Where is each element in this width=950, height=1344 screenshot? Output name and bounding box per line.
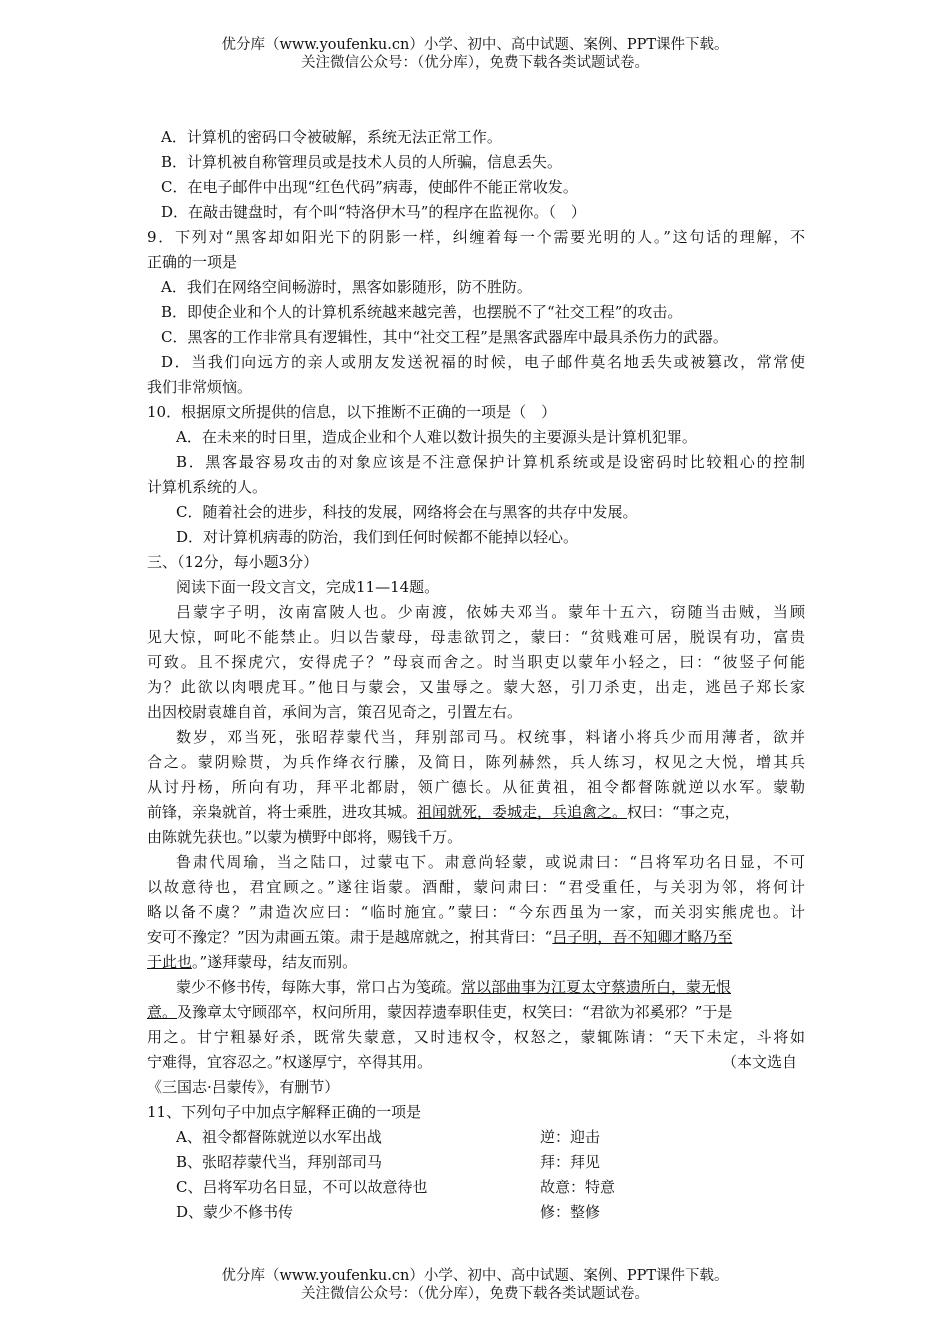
q8-option-c: C．在电子邮件中出现“红色代码”病毒，使邮件不能正常收发。 (161, 178, 578, 196)
q9-stem: 9．下列对“黑客却如阳光下的阴影一样，纠缠着每一个需要光明的人。”这句话的理解，不 (147, 228, 805, 246)
q11-stem: 11、下列句子中加点字解释正确的一项是 (147, 1103, 422, 1121)
passage-p3-line: 略以备不虞？”肃造次应曰：“临时施宜。”蒙曰：“今东西虽为一家，而关羽实熊虎也。计 (147, 903, 805, 921)
passage-p2-line: 由陈就先获也。”以蒙为横野中郎将，赐钱千万。 (147, 828, 463, 846)
passage-p3-line: 鲁肃代周瑜，当之陆口，过蒙屯下。肃意尚轻蒙，或说肃曰：“吕将军功名日显，不可 (176, 853, 805, 871)
section-intro: 阅读下面一段文言文，完成11—14题。 (176, 578, 440, 596)
passage-p4-line: 用之。甘宁粗暴好杀，既常失蒙意，又时违权令，权怒之，蒙辄陈请：“天下未定，斗将如 (147, 1028, 805, 1046)
underlined-sentence: 祖闻就死，委城走，兵追禽之。 (417, 803, 628, 821)
passage-text: 前锋，亲枭就首，将士乘胜，进攻其城。 (147, 803, 418, 821)
passage-source-cont: 《三国志·吕蒙传》，有删节） (147, 1078, 340, 1096)
q8-option-a: A．计算机的密码口令被破解，系统无法正常工作。 (161, 128, 502, 146)
q11-option-a-gloss: 逆：迎击 (540, 1128, 601, 1146)
passage-text: 蒙少不修书传，每陈大事，常口占为笺疏。 (176, 978, 462, 996)
passage-p2-line (147, 802, 740, 822)
passage-p1-line: 为？此欲以肉喂虎耳。”他日与蒙会，又蚩辱之。蒙大怒，引刀杀吏，出走，逃邑子郑长家 (147, 678, 805, 696)
q9-option-d-cont: 我们非常烦恼。 (147, 378, 253, 396)
passage-text: 安可不豫定？”因为肃画五策。肃于是越席就之，拊其背曰：“ (147, 928, 553, 946)
page-header (0, 36, 950, 72)
q8-option-d: D．在敲击键盘时，有个叫“特洛伊木马”的程序在监视你。（ ） (161, 203, 586, 221)
passage-text: 权曰：“事之克， (627, 803, 740, 821)
underlined-sentence: 于此也 (147, 953, 193, 971)
passage-p2-line: 合之。蒙阴赊贳，为兵作绛衣行縢，及简日，陈列赫然，兵人练习，权见之大悦，增其兵 (147, 753, 805, 771)
underlined-sentence: 意。 (147, 1003, 178, 1021)
q10-option-c: C．随着社会的进步，科技的发展，网络将会在与黑客的共存中发展。 (176, 503, 638, 521)
passage-p4-line: 宁难得，宜容忍之。”权遂厚宁，卒得其用。 (147, 1053, 433, 1071)
footer-line-2: 关注微信公众号：（优分库），免费下载各类试题试卷。 (301, 1286, 649, 1302)
q10-option-a: A．在未来的时日里，造成企业和个人难以数计损失的主要源头是计算机犯罪。 (176, 428, 697, 446)
q11-option-b: B、张昭荐蒙代当，拜别部司马 (176, 1153, 383, 1171)
q11-option-d: D、蒙少不修书传 (176, 1203, 294, 1221)
passage-p1-line: 出因校尉袁雄自首，承间为言，策召见奇之，引置左右。 (147, 703, 523, 721)
passage-p4-line (147, 1002, 732, 1022)
q10-stem: 10．根据原文所提供的信息，以下推断不正确的一项是（ ） (147, 403, 557, 421)
page-footer (0, 1267, 950, 1303)
q11-option-a: A、祖令都督陈就逆以水军出战 (176, 1128, 382, 1146)
q8-option-b: B．计算机被自称管理员或是技术人员的人所骗，信息丢失。 (161, 153, 563, 171)
passage-p1-line: 见大惊，呵叱不能禁止。归以告蒙母，母恚欲罚之，蒙曰：“贫贱难可居，脱误有功，富贵 (147, 628, 805, 646)
passage-p3-line (147, 927, 732, 947)
passage-source: （本文选自 (722, 1053, 798, 1071)
passage-text: 。”遂拜蒙母，结友而别。 (192, 953, 358, 971)
header-line-2: 关注微信公众号：（优分库），免费下载各类试题试卷。 (301, 55, 649, 71)
passage-p1-line: 吕蒙字子明，汝南富陂人也。少南渡，依姊夫邓当。蒙年十五六，窃随当击贼，当顾 (176, 603, 805, 621)
q11-option-c-gloss: 故意：特意 (540, 1178, 616, 1196)
underlined-sentence: 常以部曲事为江夏太守蔡遗所白，蒙无恨 (461, 978, 732, 996)
underlined-sentence: 吕子明，吾不知卿才略乃至 (552, 928, 733, 946)
q9-stem-cont: 正确的一项是 (147, 253, 238, 271)
passage-p2-line: 数岁，邓当死，张昭荐蒙代当，拜别部司马。权统事，料诸小将兵少而用薄者，欲并 (176, 728, 805, 746)
passage-p2-line: 从讨丹杨，所向有功，拜平北都尉，领广德长。从征黄祖，祖令都督陈就逆以水军。蒙勒 (147, 778, 805, 796)
passage-p3-line (147, 952, 357, 972)
passage-p4-line (176, 977, 731, 997)
q11-option-b-gloss: 拜：拜见 (540, 1153, 601, 1171)
q10-option-b: B．黑客最容易攻击的对象应该是不注意保护计算机系统或是设密码时比较粗心的控制 (176, 453, 805, 471)
q9-option-a: A．我们在网络空间畅游时，黑客如影随形，防不胜防。 (161, 278, 532, 296)
passage-p1-line: 可致。且不探虎穴，安得虎子？”母哀而舍之。时当职吏以蒙年小轻之，曰：“彼竖子何能 (147, 653, 805, 671)
q10-option-d: D．对计算机病毒的防治，我们到任何时候都不能掉以轻心。 (176, 528, 579, 546)
q9-option-d: D．当我们向远方的亲人或朋友发送祝福的时候，电子邮件莫名地丢失或被篡改，常常使 (161, 353, 805, 371)
passage-text: 及豫章太守顾邵卒，权问所用，蒙因荐遗奉职佳吏，权笑曰：“君欲为祁奚邪？”于是 (177, 1003, 733, 1021)
q10-option-b-cont: 计算机系统的人。 (147, 478, 268, 496)
q9-option-c: C．黑客的工作非常具有逻辑性，其中“社交工程”是黑客武器库中最具杀伤力的武器。 (161, 328, 728, 346)
q11-option-c: C、吕将军功名日显，不可以故意待也 (176, 1178, 428, 1196)
q11-option-d-gloss: 修：整修 (540, 1203, 601, 1221)
section-title: 三、（12分，每小题3分） (147, 553, 319, 571)
passage-p3-line: 以故意待也，君宜顾之。”遂往诣蒙。酒酣，蒙问肃曰：“君受重任，与关羽为邻，将何计 (147, 878, 805, 896)
footer-line-1: 优分库（www.youfenku.cn）小学、初中、高中试题、案例、PPT课件下载。 (221, 1268, 729, 1284)
header-line-1: 优分库（www.youfenku.cn）小学、初中、高中试题、案例、PPT课件下载。 (221, 37, 729, 53)
q9-option-b: B．即使企业和个人的计算机系统越来越完善，也摆脱不了“社交工程”的攻击。 (161, 303, 683, 321)
